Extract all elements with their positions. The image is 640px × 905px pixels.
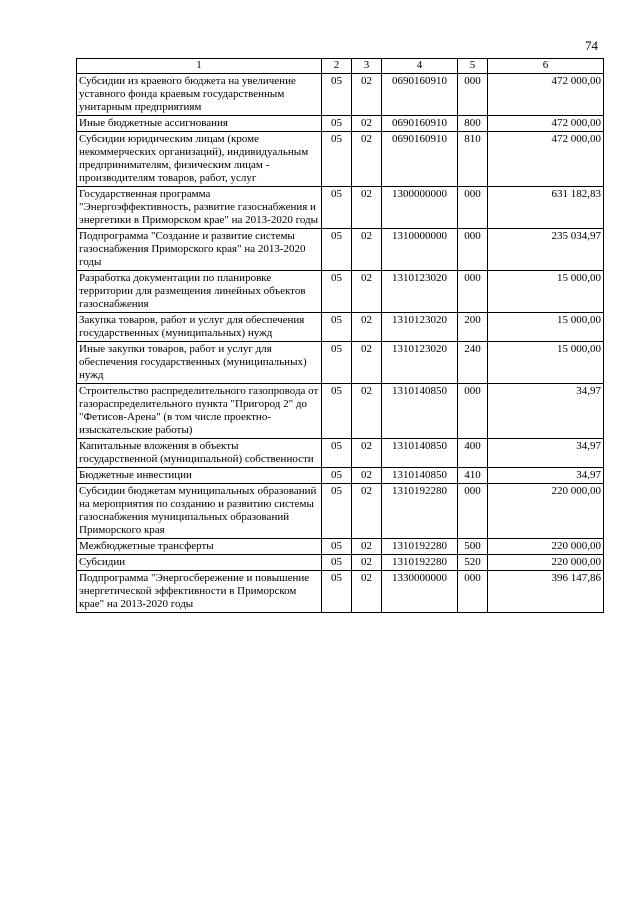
table-row bbox=[77, 132, 604, 187]
row-subsection: 02 bbox=[352, 187, 382, 229]
row-target-code: 1310192280 bbox=[382, 539, 458, 555]
row-amount: 15 000,00 bbox=[488, 313, 604, 342]
header-col-3: 3 bbox=[352, 59, 382, 74]
budget-table bbox=[76, 58, 604, 613]
row-name: Подпрограмма "Энергосбережение и повышение энергетической эффективности в Приморском крае" на 2013-2020 годы bbox=[77, 571, 322, 613]
row-target-code: 0690160910 bbox=[382, 132, 458, 187]
row-name: Субсидии бюджетам муниципальных образований на мероприятия по созданию и развитию системы газоснабжения муниципальных образований Приморского края bbox=[77, 484, 322, 539]
table-row bbox=[77, 439, 604, 468]
row-section: 05 bbox=[322, 555, 352, 571]
row-expense-type: 000 bbox=[458, 484, 488, 539]
row-name: Закупка товаров, работ и услуг для обеспечения государственных (муниципальных) нужд bbox=[77, 313, 322, 342]
row-expense-type: 000 bbox=[458, 571, 488, 613]
row-section: 05 bbox=[322, 116, 352, 132]
row-amount: 220 000,00 bbox=[488, 539, 604, 555]
row-subsection: 02 bbox=[352, 384, 382, 439]
table-row bbox=[77, 484, 604, 539]
row-subsection: 02 bbox=[352, 555, 382, 571]
row-name: Бюджетные инвестиции bbox=[77, 468, 322, 484]
row-name: Межбюджетные трансферты bbox=[77, 539, 322, 555]
row-name: Подпрограмма "Создание и развитие системы газоснабжения Приморского края" на 2013-2020 годы bbox=[77, 229, 322, 271]
row-target-code: 1310140850 bbox=[382, 384, 458, 439]
row-section: 05 bbox=[322, 229, 352, 271]
row-name: Иные бюджетные ассигнования bbox=[77, 116, 322, 132]
table-header-row bbox=[77, 59, 604, 74]
row-section: 05 bbox=[322, 484, 352, 539]
table-row bbox=[77, 187, 604, 229]
row-target-code: 1310123020 bbox=[382, 313, 458, 342]
row-subsection: 02 bbox=[352, 229, 382, 271]
table-body bbox=[77, 74, 604, 613]
row-amount: 34,97 bbox=[488, 439, 604, 468]
header-col-6: 6 bbox=[488, 59, 604, 74]
row-target-code: 1300000000 bbox=[382, 187, 458, 229]
row-amount: 15 000,00 bbox=[488, 342, 604, 384]
row-name: Субсидии юридическим лицам (кроме некоммерческих организаций), индивидуальным предпринимателям, физическим лицам - производителям товаров, работ, услуг bbox=[77, 132, 322, 187]
row-expense-type: 810 bbox=[458, 132, 488, 187]
table-row bbox=[77, 313, 604, 342]
row-amount: 472 000,00 bbox=[488, 132, 604, 187]
row-expense-type: 000 bbox=[458, 384, 488, 439]
row-amount: 396 147,86 bbox=[488, 571, 604, 613]
row-name: Государственная программа "Энергоэффективность, развитие газоснабжения и энергетики в Приморском крае" на 2013-2020 годы bbox=[77, 187, 322, 229]
row-target-code: 1310140850 bbox=[382, 468, 458, 484]
row-target-code: 1310123020 bbox=[382, 271, 458, 313]
row-expense-type: 410 bbox=[458, 468, 488, 484]
row-section: 05 bbox=[322, 342, 352, 384]
row-expense-type: 000 bbox=[458, 229, 488, 271]
header-col-4: 4 bbox=[382, 59, 458, 74]
row-section: 05 bbox=[322, 132, 352, 187]
row-name: Капитальные вложения в объекты государственной (муниципальной) собственности bbox=[77, 439, 322, 468]
row-expense-type: 000 bbox=[458, 74, 488, 116]
row-target-code: 1310000000 bbox=[382, 229, 458, 271]
row-amount: 472 000,00 bbox=[488, 116, 604, 132]
table-row bbox=[77, 271, 604, 313]
row-subsection: 02 bbox=[352, 342, 382, 384]
row-amount: 235 034,97 bbox=[488, 229, 604, 271]
row-target-code: 1310192280 bbox=[382, 555, 458, 571]
row-subsection: 02 bbox=[352, 74, 382, 116]
table-row bbox=[77, 229, 604, 271]
header-col-2: 2 bbox=[322, 59, 352, 74]
row-target-code: 0690160910 bbox=[382, 74, 458, 116]
row-name: Иные закупки товаров, работ и услуг для обеспечения государственных (муниципальных) нужд bbox=[77, 342, 322, 384]
row-amount: 220 000,00 bbox=[488, 484, 604, 539]
row-section: 05 bbox=[322, 571, 352, 613]
row-name: Субсидии из краевого бюджета на увеличение уставного фонда краевым государственным унитарным предприятиям bbox=[77, 74, 322, 116]
row-section: 05 bbox=[322, 271, 352, 313]
row-subsection: 02 bbox=[352, 439, 382, 468]
row-expense-type: 200 bbox=[458, 313, 488, 342]
row-section: 05 bbox=[322, 439, 352, 468]
row-subsection: 02 bbox=[352, 271, 382, 313]
table-row bbox=[77, 468, 604, 484]
table-row bbox=[77, 571, 604, 613]
row-expense-type: 800 bbox=[458, 116, 488, 132]
row-target-code: 0690160910 bbox=[382, 116, 458, 132]
table-row bbox=[77, 384, 604, 439]
row-amount: 220 000,00 bbox=[488, 555, 604, 571]
table-row bbox=[77, 342, 604, 384]
row-expense-type: 000 bbox=[458, 187, 488, 229]
row-subsection: 02 bbox=[352, 313, 382, 342]
row-subsection: 02 bbox=[352, 116, 382, 132]
row-expense-type: 240 bbox=[458, 342, 488, 384]
row-amount: 631 182,83 bbox=[488, 187, 604, 229]
row-target-code: 1310192280 bbox=[382, 484, 458, 539]
row-subsection: 02 bbox=[352, 484, 382, 539]
row-section: 05 bbox=[322, 187, 352, 229]
row-name: Субсидии bbox=[77, 555, 322, 571]
table-row bbox=[77, 539, 604, 555]
table-row bbox=[77, 116, 604, 132]
row-target-code: 1310140850 bbox=[382, 439, 458, 468]
row-expense-type: 520 bbox=[458, 555, 488, 571]
row-section: 05 bbox=[322, 539, 352, 555]
page-number: 74 bbox=[585, 38, 598, 53]
row-section: 05 bbox=[322, 74, 352, 116]
row-expense-type: 000 bbox=[458, 271, 488, 313]
row-expense-type: 500 bbox=[458, 539, 488, 555]
header-col-5: 5 bbox=[458, 59, 488, 74]
table-row bbox=[77, 555, 604, 571]
row-subsection: 02 bbox=[352, 571, 382, 613]
row-amount: 34,97 bbox=[488, 468, 604, 484]
header-col-1: 1 bbox=[77, 59, 322, 74]
row-subsection: 02 bbox=[352, 132, 382, 187]
row-expense-type: 400 bbox=[458, 439, 488, 468]
table-row bbox=[77, 74, 604, 116]
row-section: 05 bbox=[322, 384, 352, 439]
row-name: Разработка документации по планировке территории для размещения линейных объектов газоснабжения bbox=[77, 271, 322, 313]
row-amount: 472 000,00 bbox=[488, 74, 604, 116]
row-section: 05 bbox=[322, 468, 352, 484]
row-target-code: 1310123020 bbox=[382, 342, 458, 384]
row-amount: 15 000,00 bbox=[488, 271, 604, 313]
row-target-code: 1330000000 bbox=[382, 571, 458, 613]
row-subsection: 02 bbox=[352, 468, 382, 484]
row-section: 05 bbox=[322, 313, 352, 342]
row-name: Строительство распределительного газопровода от газораспределительного пункта "Пригород 2" до "Фетисов-Арена" (в том числе проектно-изыскательские работы) bbox=[77, 384, 322, 439]
row-amount: 34,97 bbox=[488, 384, 604, 439]
row-subsection: 02 bbox=[352, 539, 382, 555]
